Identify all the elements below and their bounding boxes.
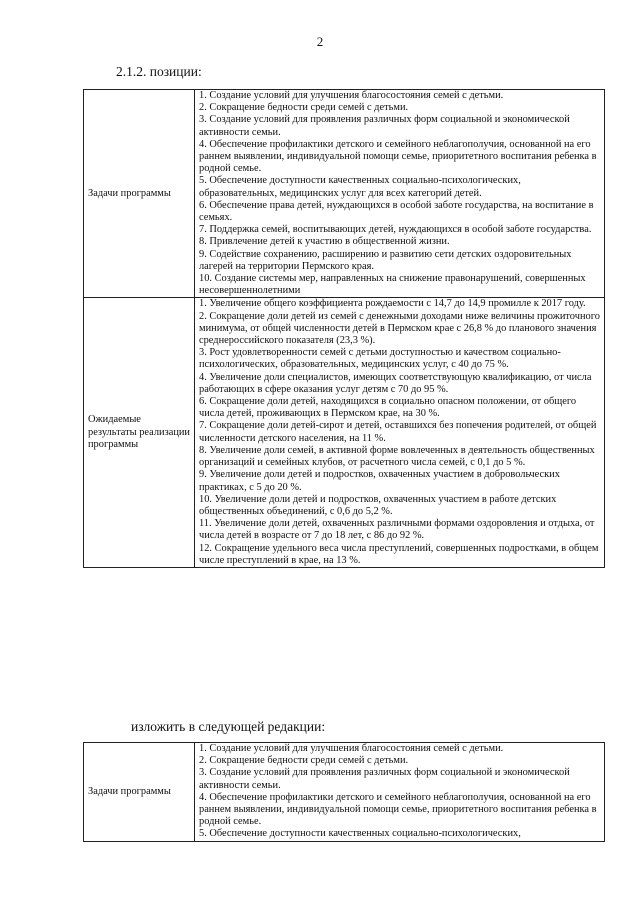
- result-item: 11. Увеличение доли детей, охваченных различными формами оздоровления и отдыха, от числа детей в возрасте от 7 до 18 лет, с 86 до 92 %.: [199, 518, 595, 542]
- task-item: 3. Создание условий для проявления различных форм социальной и экономической активности семьи.: [199, 767, 570, 791]
- result-item: 6. Сокращение доли детей, находящихся в социально опасном положении, от общего числа детей, проживающих в Пермском крае, на 30 %.: [199, 396, 577, 420]
- task-item: 6. Обеспечение права детей, нуждающихся в особой заботе государства, на воспитание в семьях.: [199, 199, 594, 224]
- task-item: 5. Обеспечение доступности качественных социально-психологических,: [199, 828, 521, 840]
- task-item: 8. Привлечение детей к участию в общественной жизни.: [199, 236, 450, 248]
- tasks-row: [84, 743, 605, 842]
- old-program-table: [83, 89, 605, 568]
- result-item: 4. Увеличение доли специалистов, имеющих соответствующую квалификацию, от числа работающих в сфере оказания услуг детям с 70 до 95 %.: [199, 371, 592, 395]
- task-item: 2. Сокращение бедности среди семей с детьми.: [199, 102, 409, 114]
- task-item: 10. Создание системы мер, направленных на снижение правонарушений, совершенных несовершеннолетними: [199, 273, 586, 297]
- task-item: 3. Создание условий для проявления различных форм социальной и экономической активности семьи.: [199, 114, 570, 138]
- tasks-label: Задачи программы: [84, 90, 195, 298]
- task-item: 7. Поддержка семей, воспитывающих детей, нуждающихся в особой заботе государства.: [199, 224, 592, 236]
- new-program-table: [83, 742, 605, 842]
- tasks-row: [84, 90, 605, 298]
- task-item: 1. Создание условий для улучшения благосостояния семей с детьми.: [199, 90, 504, 101]
- tasks-list: [195, 90, 605, 298]
- task-item: 2. Сокращение бедности среди семей с детьми.: [199, 755, 409, 767]
- tasks-list: [195, 743, 605, 842]
- task-item: 1. Создание условий для улучшения благосостояния семей с детьми.: [199, 743, 504, 754]
- task-item: 9. Содействие сохранению, расширению и развитию сети детских оздоровительных лагерей на территории Пермского края.: [199, 248, 572, 272]
- page-number: 2: [316, 34, 324, 49]
- results-row: [84, 298, 605, 567]
- task-item: 4. Обеспечение профилактики детского и семейного неблагополучия, основанной на его раннем выявлении, индивидуальной помощи семье, приоритетного воспитания ребенка в родной семье.: [199, 138, 597, 175]
- section-heading: 2.1.2. позиции:: [116, 64, 202, 79]
- task-item: 5. Обеспечение доступности качественных социально-психологических, образовательных, медицинских услуг для всех категорий детей.: [199, 175, 521, 199]
- result-item: 7. Сокращение доли детей-сирот и детей, оставшихся без попечения родителей, от общей численности детского населения, на 11 %.: [199, 420, 597, 444]
- redaction-heading: изложить в следующей редакции:: [131, 719, 326, 734]
- result-item: 2. Сокращение доли детей из семей с денежными доходами ниже величины прожиточного минимума, от общей численности детей в Пермском крае с 26,8 % до планового значения среднероссийского показателя (23,3 %).: [199, 310, 600, 347]
- results-list: [195, 298, 605, 567]
- task-item: 4. Обеспечение профилактики детского и семейного неблагополучия, основанной на его раннем выявлении, индивидуальной помощи семье, приоритетного воспитания ребенка в родной семье.: [199, 791, 597, 828]
- result-item: 3. Рост удовлетворенности семей с детьми доступностью и качеством социально-психологических, образовательных, медицинских услуг, с 40 до 75 %.: [199, 347, 561, 371]
- tasks-label: Задачи программы: [84, 743, 195, 842]
- result-item: 12. Сокращение удельного веса числа преступлений, совершенных подростками, в общем числе преступлений в крае, на 13 %.: [199, 542, 599, 566]
- results-label: Ожидаемые результаты реализации программы: [84, 298, 195, 567]
- result-item: 9. Увеличение доли детей и подростков, охваченных участием в добровольческих практиках, с 5 до 20 %.: [199, 469, 560, 493]
- result-item: 8. Увеличение доли семей, в активной форме вовлеченных в деятельность общественных организаций и семейных клубов, от расчетного числа семей, с 0,1 до 5 %.: [199, 444, 595, 469]
- result-item: 10. Увеличение доли детей и подростков, охваченных участием в работе детских общественных объединений, с 0,6 до 5,2 %.: [199, 493, 557, 517]
- result-item: 1. Увеличение общего коэффициента рождаемости с 14,7 до 14,9 промилле к 2017 году.: [199, 298, 586, 310]
